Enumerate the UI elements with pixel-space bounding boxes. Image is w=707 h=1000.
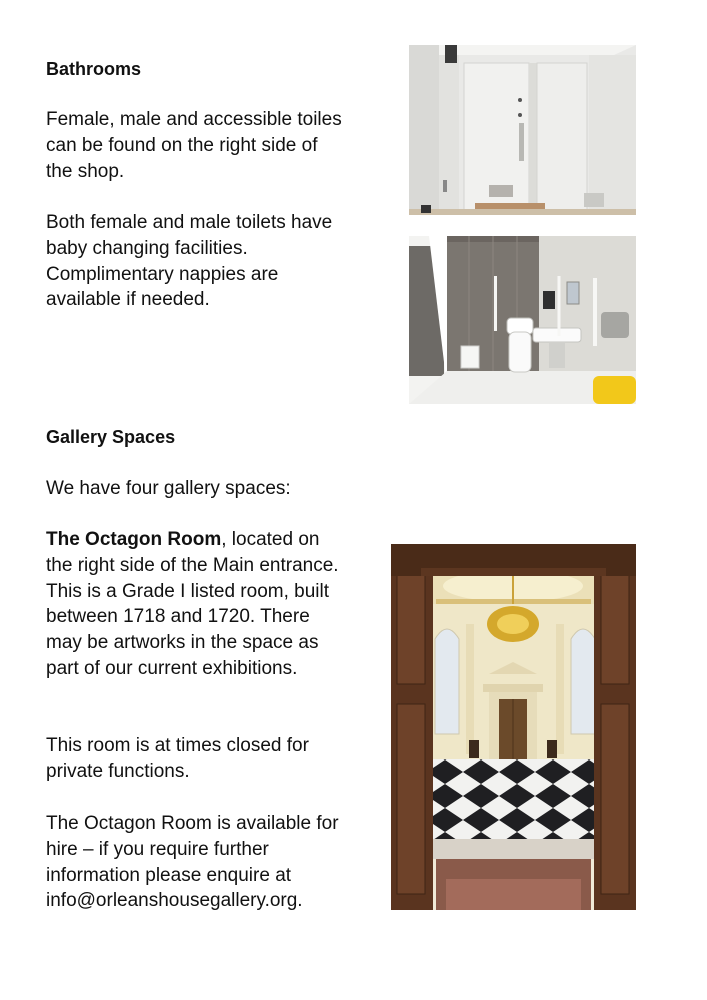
bathrooms-facilities-text: Both female and male toilets have baby changing facilities. Complimentary nappies are available if needed. <box>46 212 333 311</box>
octagon-hire-note: The Octagon Room is available for hire – if you require further information please enquire at info@orleanshousegallery.org. <box>46 813 339 912</box>
accessible-toilet-photo <box>409 236 636 404</box>
bathrooms-location-text: Female, male and accessible toiles can be found on the right side of the shop. <box>46 109 342 182</box>
bathrooms-heading: Bathrooms <box>46 59 142 79</box>
gallery-heading: Gallery Spaces <box>46 427 176 447</box>
octagon-room-description <box>46 527 346 682</box>
octagon-room-name: The Octagon Room <box>46 529 222 550</box>
gallery-intro-text: We have four gallery spaces: <box>46 478 291 499</box>
octagon-room-photo <box>391 544 636 910</box>
octagon-room-details: , located on the right side of the Main entrance. This is a Grade I listed room, built between 1718 and 1720. There may be artworks in the space as part of our current exhibitions. <box>46 529 339 679</box>
octagon-closed-note: This room is at times closed for private functions. <box>46 735 309 782</box>
toilet-doors-photo <box>409 45 636 215</box>
